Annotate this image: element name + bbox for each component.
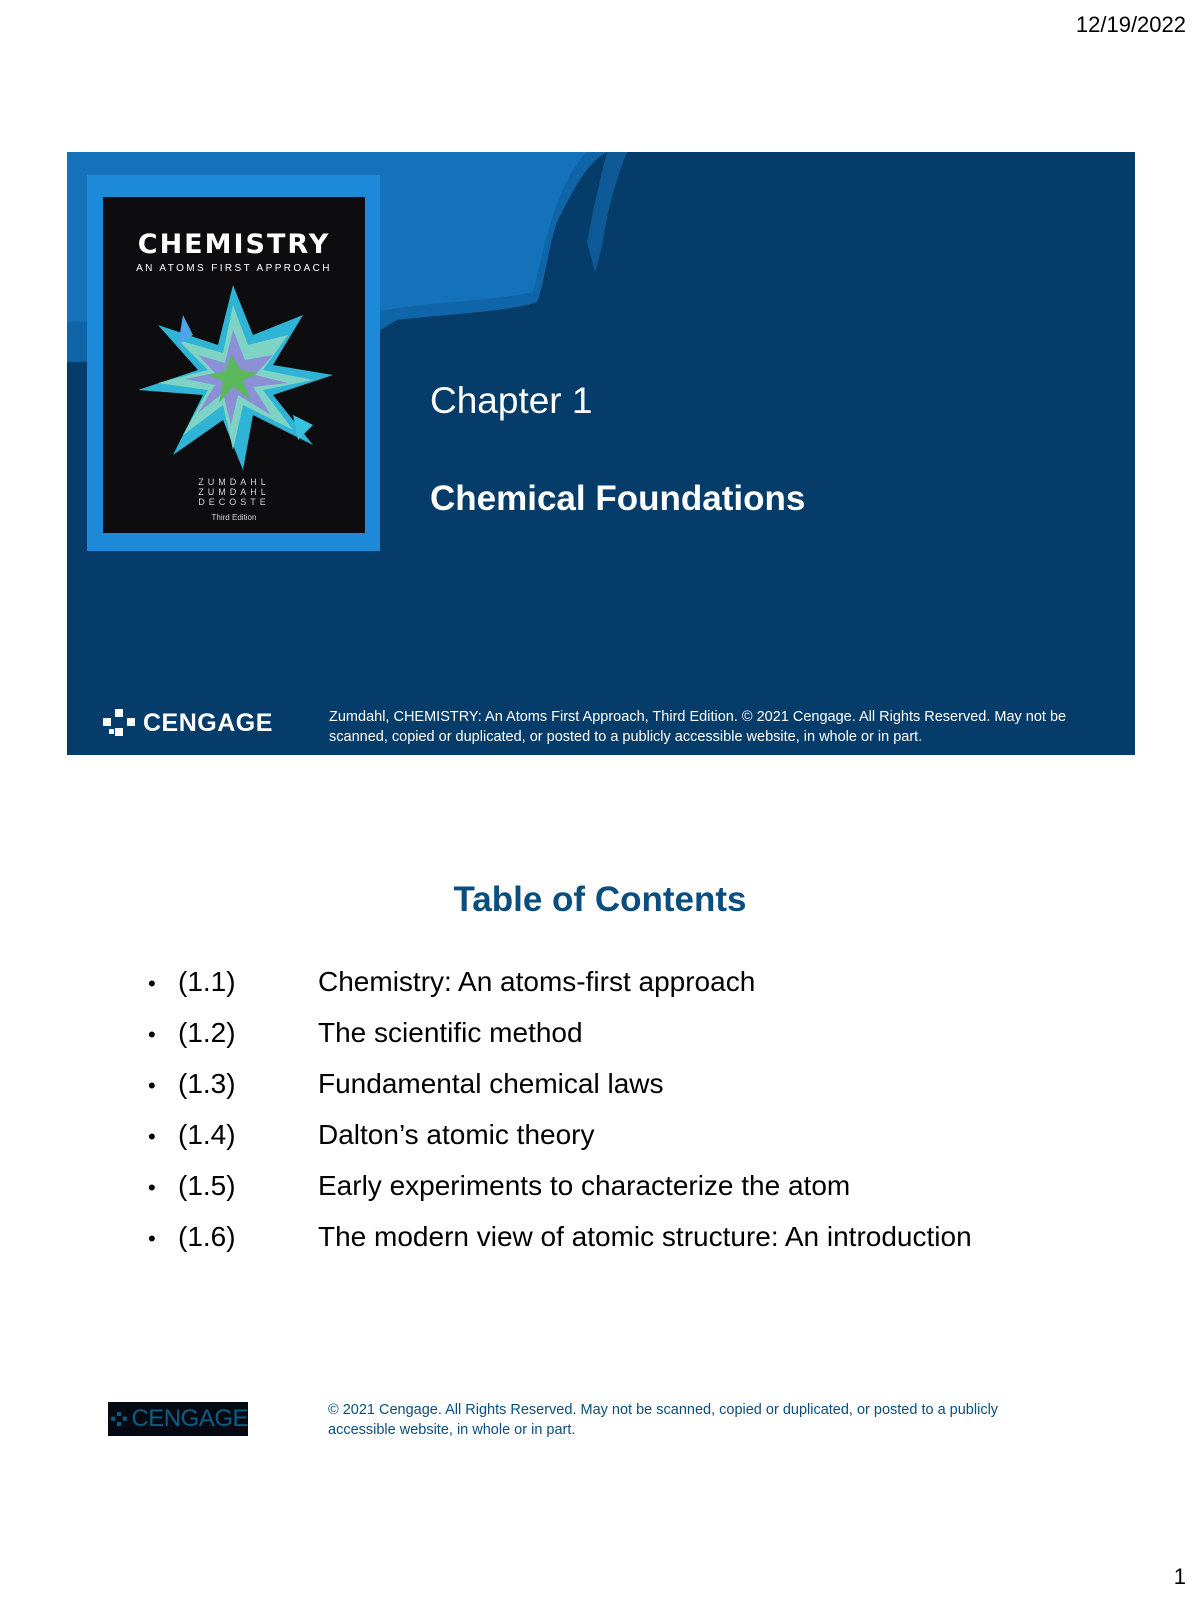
bullet-icon: • [148, 1073, 156, 1098]
toc-item-text: The scientific method [318, 1017, 583, 1048]
book-cover [103, 197, 365, 533]
book-author: ZUMDAHL [198, 477, 270, 487]
book-author: DECOSTE [198, 497, 270, 507]
cengage-logo-icon [101, 707, 137, 739]
bullet-icon: • [148, 1226, 156, 1251]
book-subtitle: AN ATOMS FIRST APPROACH [136, 263, 332, 274]
toc-item-number: (1.4) [178, 1119, 236, 1150]
book-author: ZUMDAHL [198, 487, 270, 497]
toc-item-number: (1.6) [178, 1221, 236, 1252]
crystal-cover-art [123, 275, 345, 475]
toc-item-number: (1.3) [178, 1068, 236, 1099]
page-number: 1 [1173, 1564, 1186, 1589]
bullet-icon: • [148, 971, 156, 996]
toc-item-text: Fundamental chemical laws [318, 1068, 664, 1099]
toc-item [148, 1068, 972, 1119]
toc-item [148, 1221, 972, 1272]
slide2-copyright: © 2021 Cengage. All Rights Reserved. May not be scanned, copied or duplicated, or posted to a publicly accessible website, in whole or in part. [328, 1402, 999, 1438]
cengage-logo-text: CENGAGE [131, 1405, 248, 1432]
cengage-logo-icon [110, 1405, 127, 1433]
toc-item-text: Chemistry: An atoms-first approach [318, 966, 756, 997]
bullet-icon: • [148, 1022, 156, 1047]
toc-title: Table of Contents [453, 880, 747, 919]
toc-item-number: (1.5) [178, 1170, 236, 1201]
toc-item-text: Early experiments to characterize the atom [318, 1170, 851, 1201]
toc-item-text: The modern view of atomic structure: An introduction [318, 1221, 972, 1252]
book-title: CHEMISTRY [137, 229, 331, 260]
cengage-logo-text: CENGAGE [143, 708, 273, 737]
toc-item [148, 1119, 972, 1170]
title-slide [67, 152, 1135, 755]
toc-item [148, 966, 972, 1017]
toc-item-number: (1.1) [178, 966, 236, 997]
chapter-label: Chapter 1 [430, 380, 593, 421]
toc-item-text: Dalton’s atomic theory [318, 1119, 595, 1150]
bullet-icon: • [148, 1124, 156, 1149]
toc-item-number: (1.2) [178, 1017, 236, 1048]
book-authors [103, 477, 365, 507]
bullet-icon: • [148, 1175, 156, 1200]
toc-item [148, 1170, 972, 1221]
page-date: 12/19/2022 [1075, 12, 1186, 37]
toc-list [148, 966, 972, 1272]
cengage-logo-small [108, 1402, 248, 1436]
chapter-title: Chemical Foundations [430, 479, 806, 518]
slide1-copyright: Zumdahl, CHEMISTRY: An Atoms First Approach, Third Edition. © 2021 Cengage. All Rights Reserved. May not be scanned, copied or duplicated, or posted to a publicly accessible website, in whole or in part. [329, 709, 1067, 745]
cengage-logo [101, 707, 273, 739]
toc-item [148, 1017, 972, 1068]
book-edition: Third Edition [211, 513, 257, 522]
